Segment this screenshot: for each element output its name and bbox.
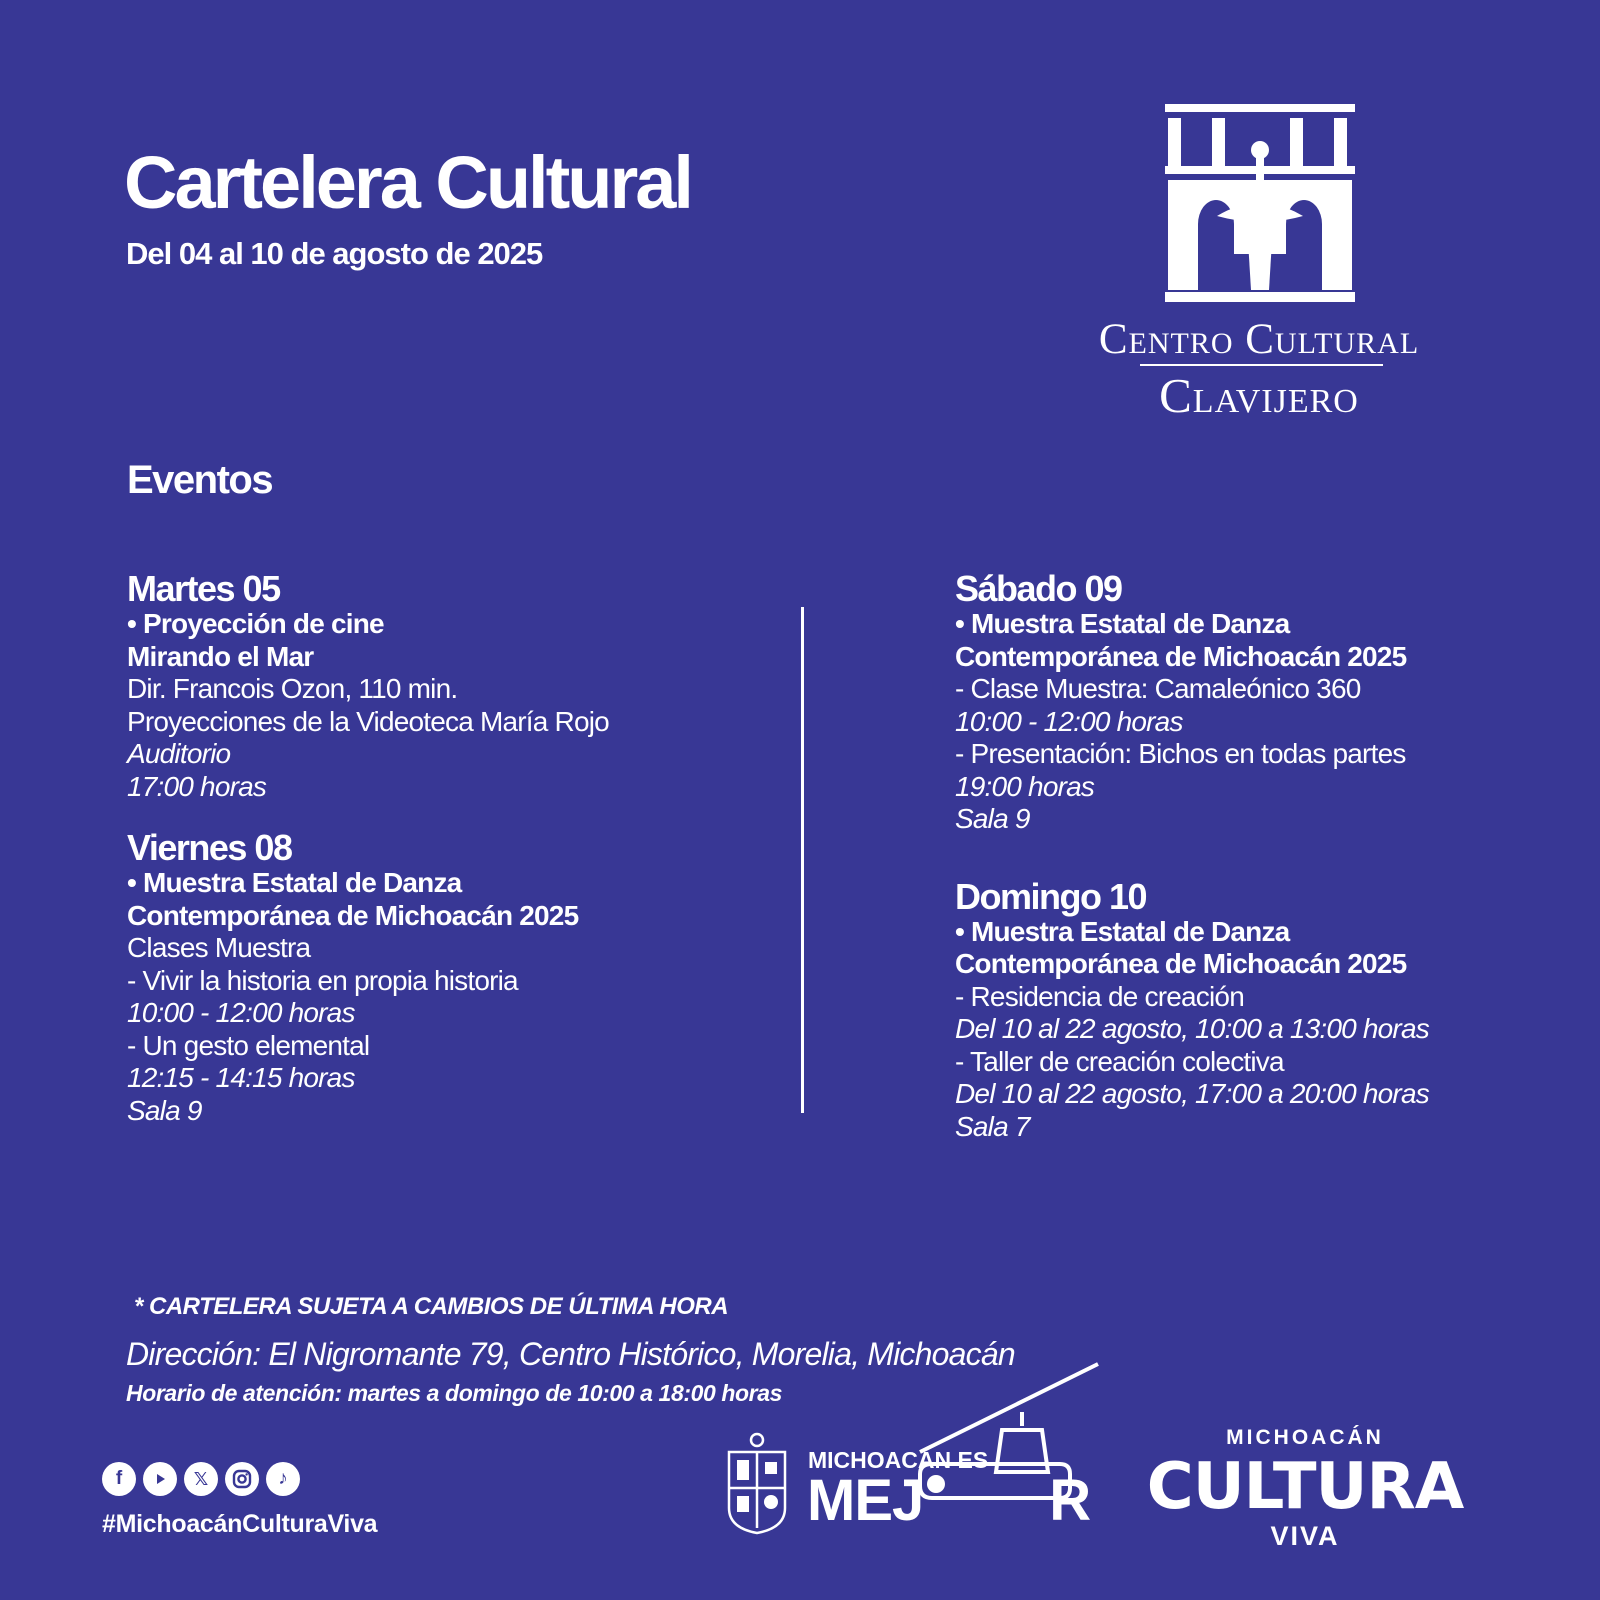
event-venue: Sala 9 — [127, 1094, 202, 1126]
event-block-martes — [127, 570, 807, 803]
event-title: • Proyección de cine — [127, 608, 384, 639]
logo-divider — [1140, 364, 1383, 366]
culture-logo-bottom: VIVA — [1270, 1521, 1340, 1551]
logo-name-line1: Centro Cultural — [1098, 316, 1420, 363]
address: Dirección: El Nigromante 79, Centro Histórico, Morelia, Michoacán — [126, 1336, 1015, 1372]
event-time: 10:00 - 12:00 horas — [955, 705, 1183, 737]
facebook-icon[interactable]: f — [102, 1462, 136, 1496]
event-venue: Sala 9 — [955, 803, 1030, 834]
fountain-arches-icon — [1165, 104, 1355, 304]
event-venue: Auditorio — [127, 738, 231, 769]
gov-logo-big-end: R — [1049, 1468, 1091, 1533]
event-venue: Sala 7 — [955, 1110, 1030, 1142]
event-block-domingo — [955, 875, 1600, 1144]
event-title: • Muestra Estatal de Danza — [127, 867, 462, 898]
event-detail: - Residencia de creación — [955, 980, 1244, 1012]
tiktok-icon[interactable]: ♪ — [266, 1462, 300, 1496]
culture-logo-main: CULTURA — [1146, 1450, 1464, 1524]
event-detail: - Presentación: Bichos en todas partes — [955, 738, 1406, 769]
event-detail: Clases Muestra — [127, 932, 311, 963]
schedule-notice: * CARTELERA SUJETA A CAMBIOS DE ÚLTIMA HORA — [134, 1293, 729, 1320]
culture-logo-top: MICHOACÁN — [1226, 1426, 1384, 1449]
logo-name-line2: Clavijero — [1159, 368, 1359, 423]
event-title: Contemporánea de Michoacán 2025 — [955, 948, 1407, 979]
column-divider — [801, 607, 804, 1113]
right-column — [955, 570, 1600, 1143]
event-time: 12:15 - 14:15 horas — [127, 1062, 355, 1093]
date-range: Del 04 al 10 de agosto de 2025 — [126, 236, 543, 271]
event-title: • Muestra Estatal de Danza — [955, 608, 1290, 639]
opening-hours: Horario de atención: martes a domingo de 10:00 a 18:00 horas — [126, 1380, 782, 1406]
event-title: Contemporánea de Michoacán 2025 — [955, 640, 1407, 672]
event-title: Mirando el Mar — [127, 640, 314, 672]
coat-of-arms-icon — [725, 1430, 789, 1535]
cable-car-icon — [910, 1360, 1100, 1540]
event-block-viernes — [127, 829, 807, 1127]
social-links — [102, 1462, 300, 1496]
event-detail: Proyecciones de la Videoteca María Rojo — [127, 705, 609, 737]
event-title: Contemporánea de Michoacán 2025 — [127, 899, 579, 931]
day-heading: Sábado 09 — [955, 568, 1122, 609]
event-detail: - Un gesto elemental — [127, 1029, 370, 1061]
hashtag: #MichoacánCulturaViva — [102, 1510, 378, 1538]
event-detail: - Vivir la historia en propia historia — [127, 964, 518, 996]
youtube-icon[interactable] — [143, 1462, 177, 1496]
event-detail: Dir. Francois Ozon, 110 min. — [127, 673, 458, 704]
x-icon[interactable]: 𝕏 — [184, 1462, 218, 1496]
day-heading: Domingo 10 — [955, 875, 1147, 917]
event-time: 10:00 - 12:00 horas — [127, 997, 355, 1028]
gov-logo-big-start: MEJ — [807, 1468, 924, 1533]
event-time: 19:00 horas — [955, 770, 1095, 802]
section-title: Eventos — [127, 458, 273, 502]
left-column — [127, 570, 807, 1127]
event-block-sabado — [955, 570, 1600, 836]
event-time: Del 10 al 22 agosto, 17:00 a 20:00 horas — [955, 1078, 1429, 1109]
event-detail: - Taller de creación colectiva — [955, 1045, 1284, 1077]
gov-logo-small-text: MICHOACÁN ES — [808, 1447, 989, 1473]
event-detail: - Clase Muestra: Camaleónico 360 — [955, 673, 1361, 704]
day-heading: Viernes 08 — [127, 827, 292, 868]
page-title: Cartelera Cultural — [124, 141, 691, 224]
event-time: Del 10 al 22 agosto, 10:00 a 13:00 horas — [955, 1013, 1429, 1044]
event-title: • Muestra Estatal de Danza — [955, 915, 1290, 947]
day-heading: Martes 05 — [127, 568, 280, 609]
instagram-icon[interactable] — [225, 1462, 259, 1496]
event-time: 17:00 horas — [127, 770, 267, 802]
